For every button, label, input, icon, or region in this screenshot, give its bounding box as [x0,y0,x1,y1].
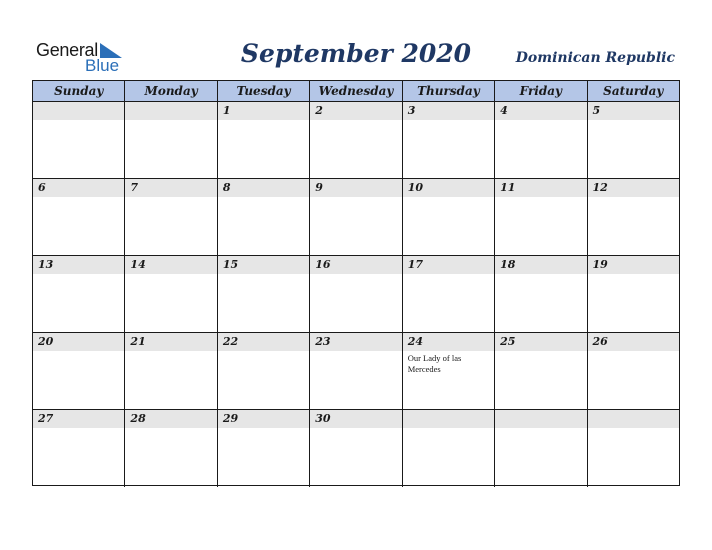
empty-day-cell [33,102,124,178]
day-number: 23 [315,335,331,348]
calendar-week-row [33,102,679,179]
weekday-header: Thursday [402,81,494,101]
day-number-bar [125,410,216,428]
day-number-bar [310,102,401,120]
day-number-bar [403,256,494,274]
day-number: 21 [130,335,146,348]
day-number-bar [218,179,309,197]
day-number: 15 [222,258,239,271]
day-number-bar [310,333,401,351]
logo-text-blue: Blue [85,56,120,75]
day-cell [402,256,494,332]
day-cell [494,256,586,332]
day-number-bar [403,333,494,351]
day-number-bar [403,179,494,197]
day-cell [309,333,401,409]
day-number-bar [218,410,309,428]
weekday-header: Sunday [54,84,104,98]
day-number: 17 [407,258,423,271]
day-cell [402,102,494,178]
day-cell [33,256,124,332]
logo-text-general: General [36,40,98,60]
day-number-bar [588,256,679,274]
weekday-header: Monday [124,81,216,101]
day-number-bar [218,333,309,351]
day-cell [494,333,586,409]
day-number: 12 [592,181,608,194]
day-number: 4 [500,104,508,117]
day-number-bar [403,102,494,120]
day-number: 22 [222,335,239,348]
weekday-header: Friday [494,81,586,101]
day-number-bar [495,179,586,197]
day-number: 10 [407,181,423,194]
day-number-bar [33,102,124,120]
day-number: 1 [222,104,231,117]
day-number-bar [218,256,309,274]
day-number-bar [310,179,401,197]
day-cell [217,256,309,332]
day-number: 27 [38,412,54,425]
weekday-header: Saturday [587,81,679,101]
day-number: 7 [130,181,139,194]
day-number: 16 [315,258,331,271]
day-number-bar [588,333,679,351]
day-number: 19 [592,258,608,271]
day-number-bar [125,179,216,197]
day-number-bar [588,410,679,428]
empty-day-cell [402,410,494,487]
day-cell [124,179,216,255]
day-number: 26 [592,335,608,348]
day-number: 6 [38,181,46,194]
day-number: 18 [500,258,516,271]
day-number: 14 [130,258,146,271]
empty-day-cell [587,410,679,487]
day-cell [309,179,401,255]
day-number: 20 [38,335,54,348]
calendar-week-row [33,256,679,333]
day-cell [587,102,679,178]
day-cell [587,256,679,332]
holiday-label: Our Lady of las Mercedes [407,353,462,374]
day-number-bar [495,333,586,351]
day-cell [587,179,679,255]
day-number: 3 [407,104,416,117]
day-number: 30 [315,412,331,425]
calendar-grid [32,80,680,486]
day-number: 13 [38,258,54,271]
weekday-header-row [33,81,679,102]
calendar-week-row [33,410,679,487]
day-number: 9 [315,181,323,194]
day-cell [494,102,586,178]
day-number-bar [33,410,124,428]
calendar-week-row [33,179,679,256]
day-number: 25 [500,335,516,348]
day-number-bar [495,102,586,120]
day-cell [33,410,124,487]
day-number-bar [495,256,586,274]
day-number: 28 [130,412,146,425]
day-number-bar [403,410,494,428]
day-number: 11 [500,181,516,194]
day-cell [217,179,309,255]
day-cell [33,179,124,255]
day-cell [309,102,401,178]
weekday-header: Tuesday [217,81,309,101]
day-cell [33,333,124,409]
day-number: 8 [222,181,231,194]
day-number-bar [588,102,679,120]
country-name: Dominican Republic [515,50,675,66]
day-number-bar [310,256,401,274]
day-cell [402,179,494,255]
calendar-week-row [33,333,679,410]
day-cell [124,333,216,409]
day-number: 2 [315,104,323,117]
day-number: 5 [592,104,601,117]
day-number: 29 [222,412,239,425]
day-number-bar [125,102,216,120]
day-number-bar [588,179,679,197]
day-cell [217,102,309,178]
day-cell [494,179,586,255]
day-number: 24 [407,335,423,348]
day-cell [309,410,401,487]
calendar-title: September 2020 [240,39,472,68]
weekday-header: Wednesday [309,81,401,101]
day-cell [217,333,309,409]
day-number-bar [125,333,216,351]
day-cell [217,410,309,487]
day-number-bar [495,410,586,428]
day-number-bar [310,410,401,428]
day-number-bar [218,102,309,120]
day-cell [309,256,401,332]
empty-day-cell [124,102,216,178]
day-number-bar [125,256,216,274]
day-cell [402,333,494,409]
day-number-bar [33,256,124,274]
day-cell [124,410,216,487]
day-number-bar [33,179,124,197]
day-cell [124,256,216,332]
day-number-bar [33,333,124,351]
empty-day-cell [494,410,586,487]
day-cell [587,333,679,409]
